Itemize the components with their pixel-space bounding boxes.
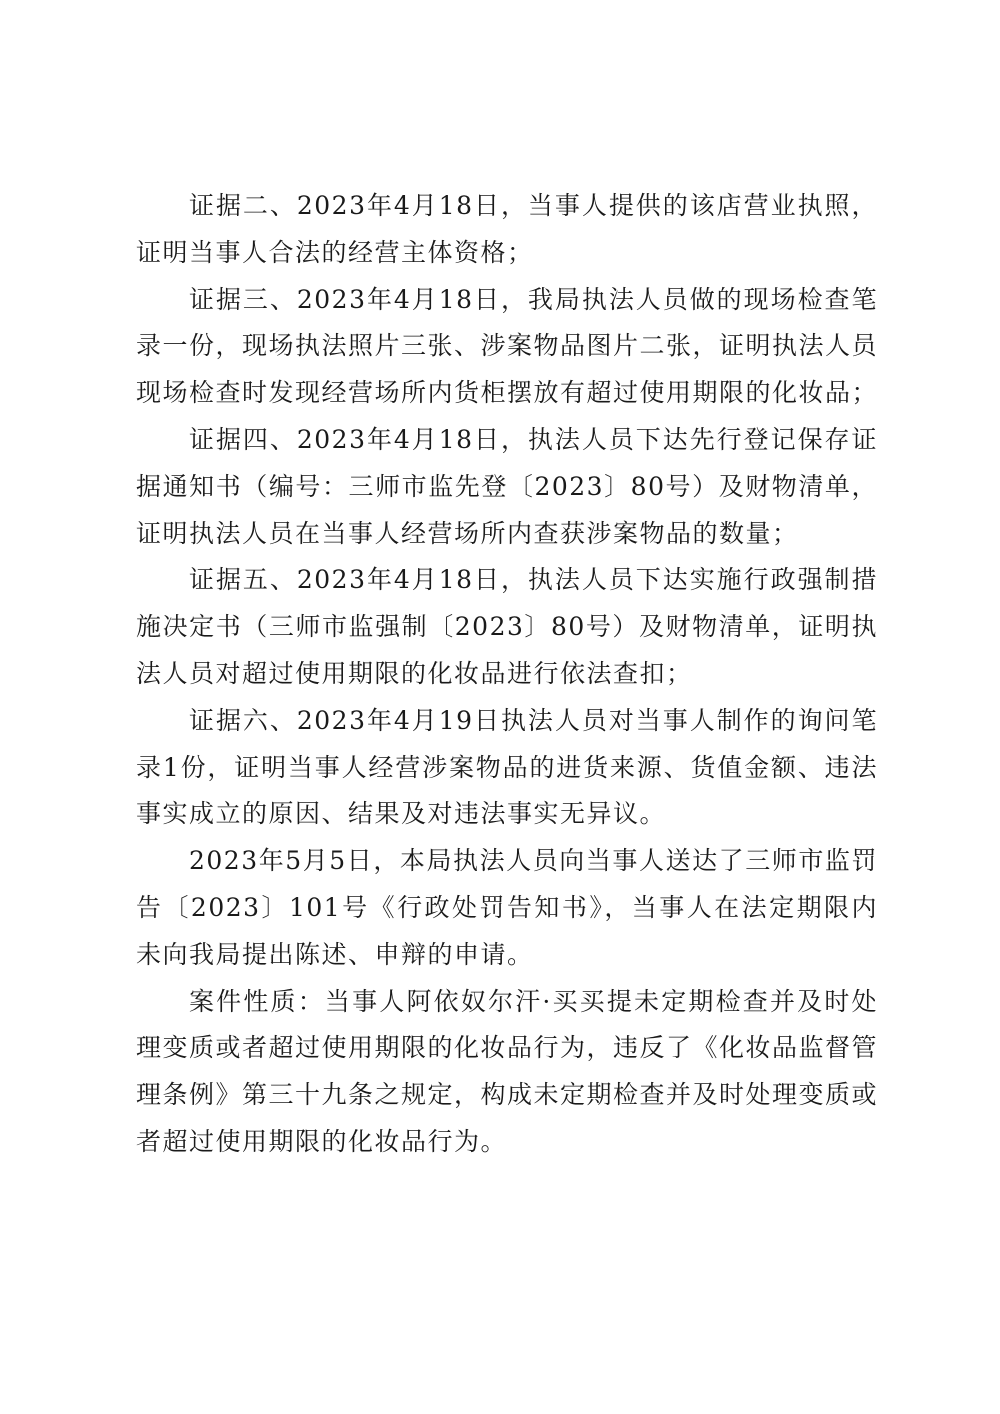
paragraph-evidence-4: 证据四、2023年4月18日，执法人员下达先行登记保存证据通知书（编号：三师市监先登〔2023〕80号）及财物清单，证明执法人员在当事人经营场所内查获涉案物品的数量； bbox=[136, 424, 878, 548]
document-body bbox=[136, 183, 878, 1166]
paragraph-notice-delivery: 2023年5月5日，本局执法人员向当事人送达了三师市监罚告〔2023〕101号《行政处罚告知书》，当事人在法定期限内未向我局提出陈述、申辩的申请。 bbox=[136, 846, 878, 969]
paragraph-case-nature: 案件性质：当事人阿依奴尔汗·买买提未定期检查并及时处理变质或者超过使用期限的化妆品行为，违反了《化妆品监督管理条例》第三十九条之规定，构成未定期检查并及时处理变质或者超过使用期限的化妆品行为。 bbox=[136, 986, 879, 1156]
paragraph-evidence-5: 证据五、2023年4月18日，执法人员下达实施行政强制措施决定书（三师市监强制〔2023〕80号）及财物清单，证明执法人员对超过使用期限的化妆品进行依法查扣； bbox=[136, 565, 878, 688]
paragraph-evidence-2: 证据二、2023年4月18日，当事人提供的该店营业执照，证明当事人合法的经营主体资格； bbox=[136, 191, 878, 267]
paragraph-evidence-6: 证据六、2023年4月19日执法人员对当事人制作的询问笔录1份，证明当事人经营涉案物品的进货来源、货值金额、违法事实成立的原因、结果及对违法事实无异议。 bbox=[136, 705, 878, 829]
paragraph-evidence-3: 证据三、2023年4月18日，我局执法人员做的现场检查笔录一份，现场执法照片三张、涉案物品图片二张，证明执法人员现场检查时发现经营场所内货柜摆放有超过使用期限的化妆品； bbox=[136, 284, 879, 408]
